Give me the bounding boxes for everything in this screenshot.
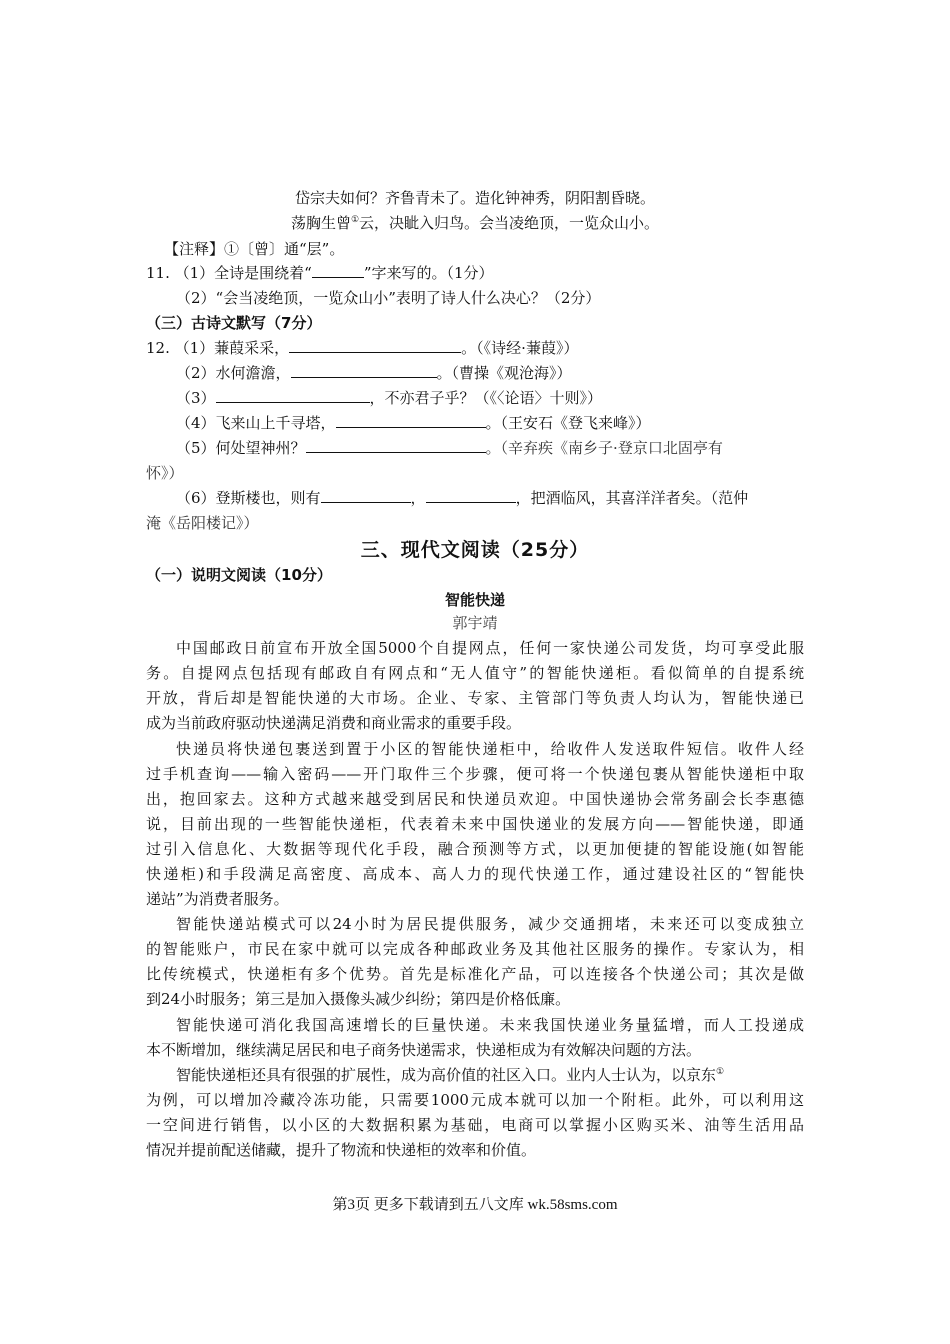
- q12-i5-after: 。（辛弃疾《南乡子·登京口北固亭有: [485, 439, 723, 457]
- p3-line-2: 的智能账户，市民在家中就可以完成各种邮政业务及其他社区服务的操作。专家认为，相: [146, 940, 804, 958]
- article-title: 智能快递: [444, 591, 505, 609]
- q12-i1-before: 12. （1）蒹葭采采，: [146, 339, 290, 357]
- q12-i2-blank[interactable]: [291, 361, 437, 378]
- p2-line-6: 快递柜)和手段满足高密度、高成本、高人力的现代快递工作，通过建设社区的“智能快: [146, 865, 804, 883]
- q11-answer-blank[interactable]: [312, 261, 364, 278]
- poem-line-1: 岱宗夫如何？齐鲁青未了。造化钟神秀，阴阳割昏晓。: [294, 189, 655, 207]
- question-12-item-2: [176, 361, 572, 386]
- q12-i3-before: （3）: [176, 389, 216, 407]
- section-recite-title: （三）古诗文默写（7分）: [146, 314, 322, 332]
- p4-line-1: 智能快递可消化我国高速增长的巨量快递。未来我国快递业务量猛增，而人工投递成: [176, 1016, 804, 1034]
- q12-i6-blank-1[interactable]: [321, 486, 411, 503]
- q12-i4-before: （4）飞来山上千寻塔，: [176, 414, 336, 432]
- section-3-title: 三、现代文阅读（25分）: [360, 539, 590, 561]
- poem-line-2b: 云，决眦入归鸟。会当凌绝顶，一览众山小。: [359, 214, 660, 232]
- q11-p1-after: ”字来写的。（1分）: [363, 264, 494, 282]
- q12-i4-blank[interactable]: [336, 411, 486, 428]
- question-12-item-5: [176, 436, 723, 461]
- question-12-item-1: [146, 336, 578, 361]
- p4-line-2: 本不断增加，继续满足居民和电子商务快递需求，快递柜成为有效解决问题的方法。: [146, 1041, 702, 1059]
- article-author: 郭宇靖: [452, 614, 498, 632]
- question-11-part-1: [146, 261, 494, 286]
- p2-line-5: 过引入信息化、大数据等现代化手段，融合预测等方式，以更加便捷的智能设施(如智能: [146, 840, 804, 858]
- poem-line-2: [0, 211, 950, 236]
- subsection-1-title: （一）说明文阅读（10分）: [146, 566, 332, 584]
- p1-line-4: 成为当前政府驱动快递满足消费和商业需求的重要手段。: [146, 714, 522, 732]
- question-12-item-4: [176, 411, 651, 436]
- q12-i6-blank-2[interactable]: [426, 486, 516, 503]
- question-12-item-6: [176, 486, 748, 511]
- q12-i4-after: 。（王安石《登飞来峰》）: [485, 414, 651, 432]
- poem-line-2a: 荡胸生曾: [290, 214, 351, 232]
- p3-line-3: 比传统模式，快递柜有多个优势。首先是标准化产品，可以连接各个快递公司；其次是做: [146, 965, 804, 983]
- p1-line-1: 中国邮政日前宣布开放全国5000个自提网点，任何一家快递公司发货，均可享受此服: [176, 639, 804, 657]
- q11-p1-before: 11. （1）全诗是围绕着“: [146, 264, 312, 282]
- q12-i6-after: ，把酒临风，其喜洋洋者矣。（范仲: [515, 489, 749, 507]
- p5-line-2: 为例，可以增加冷藏冷冻功能，只需要1000元成本就可以加一个附柜。此外，可以利用这: [146, 1091, 804, 1109]
- p3-line-1: 智能快递站模式可以24小时为居民提供服务，减少交通拥堵，未来还可以变成独立: [176, 915, 804, 933]
- p2-line-3: 出，抱回家去。这种方式越来越受到居民和快递员欢迎。中国快递协会常务副会长李惠德: [146, 790, 804, 808]
- p5-line-4: 情况并提前配送储藏，提升了物流和快递柜的效率和价值。: [146, 1141, 537, 1159]
- question-12-item-5-cont: 怀》）: [146, 464, 184, 482]
- p3-line-4: 到24小时服务；第三是加入摄像头减少纠纷；第四是价格低廉。: [146, 990, 571, 1008]
- p2-line-4: 说，目前出现的一些智能快递柜，代表着未来中国快递业的发展方向——智能快递，即通: [146, 815, 804, 833]
- q12-i3-blank[interactable]: [216, 386, 370, 403]
- annotation: 【注释】①〔曾〕通“层”。: [164, 240, 345, 258]
- p1-line-2: 务。自提网点包括现有邮政自有网点和“无人值守”的智能快递柜。看似简单的自提系统: [146, 664, 804, 682]
- q12-i1-after: 。（《诗经·蒹葭》）: [461, 339, 579, 357]
- p2-line-2: 过手机查询——输入密码——开门取件三个步骤，便可将一个快递包裹从智能快递柜中取: [146, 765, 804, 783]
- q12-i6-before: （6）登斯楼也，则有: [176, 489, 321, 507]
- q12-i6-mid: ，: [410, 489, 426, 507]
- poem-note-marker: ①: [350, 215, 360, 225]
- p5-line-1: [176, 1063, 724, 1088]
- q12-i2-after: 。（曹操《观沧海》）: [436, 364, 572, 382]
- question-12-item-6-cont: 淹《岳阳楼记》）: [146, 514, 259, 532]
- p5-line-3: 一空间进行销售，以小区的大数据积累为基础，电商可以掌握小区购买米、油等生活用品: [146, 1116, 804, 1134]
- page-footer: 第3页 更多下载请到五八文库 wk.58sms.com: [332, 1197, 618, 1213]
- q12-i5-blank[interactable]: [306, 436, 486, 453]
- q12-i1-blank[interactable]: [289, 336, 461, 353]
- q12-i2-before: （2）水何澹澹，: [176, 364, 291, 382]
- p2-line-1: 快递员将快递包裹送到置于小区的智能快递柜中，给收件人发送取件短信。收件人经: [176, 740, 804, 758]
- p1-line-3: 开放，背后却是智能快递的大市场。企业、专家、主管部门等负责人均认为，智能快递已: [146, 689, 804, 707]
- q12-i5-before: （5）何处望神州？: [176, 439, 306, 457]
- p5-line-1-text: 智能快递柜还具有很强的扩展性，成为高价值的社区入口。业内人士认为，以京东: [176, 1066, 717, 1084]
- p2-line-7: 递站”为消费者服务。: [146, 890, 289, 908]
- question-12-item-3: [176, 386, 602, 411]
- question-11-part-2: （2）“会当凌绝顶，一览众山小”表明了诗人什么决心？（2分）: [176, 289, 601, 307]
- p5-note-marker: ①: [716, 1067, 725, 1077]
- q12-i3-after: ，不亦君子乎？（《〈论语〉十则》）: [369, 389, 603, 407]
